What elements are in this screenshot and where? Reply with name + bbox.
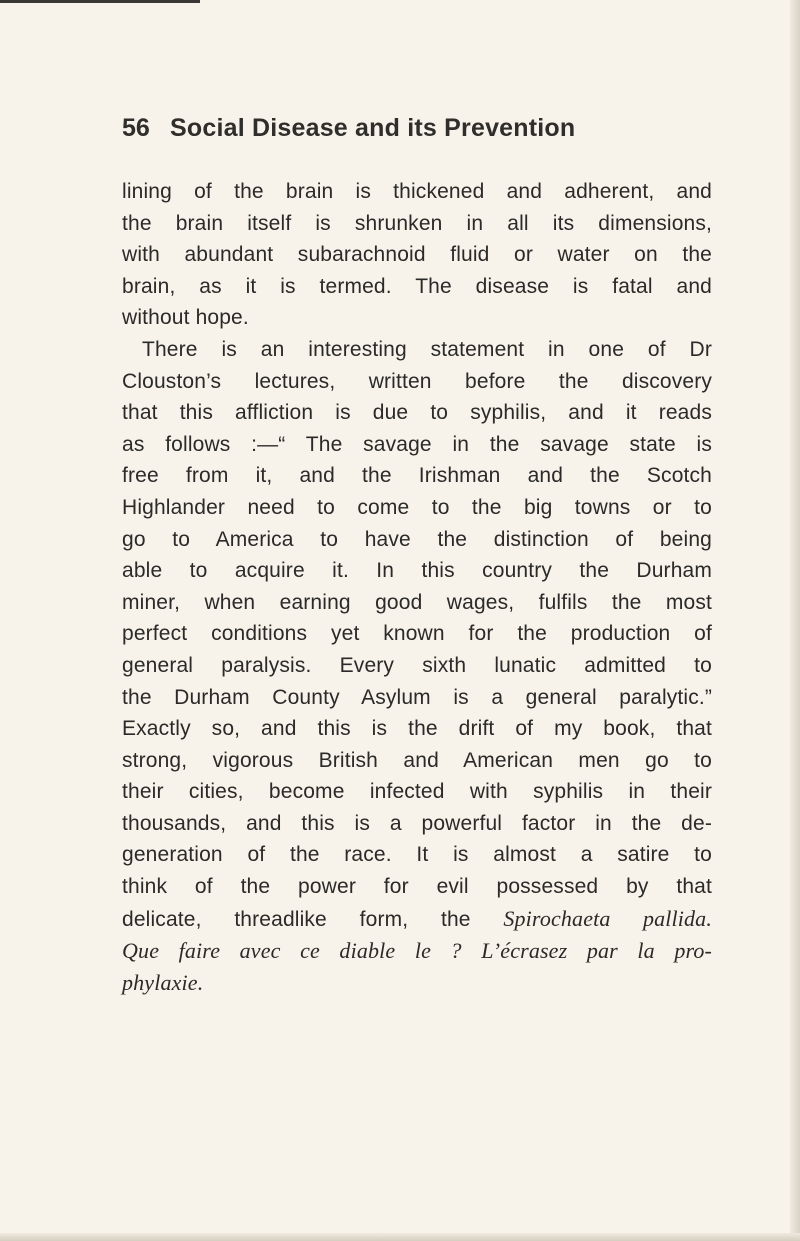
page-number: 56 [122, 114, 150, 142]
running-title: Social Disease and its Prevention [170, 114, 576, 142]
text-line: miner, when earning good wages, fulfils the most [122, 590, 712, 614]
text-line: the brain itself is shrunken in all its dimensions, [122, 211, 712, 235]
page-bottom-edge [0, 1233, 800, 1241]
text-line-italic: phylaxie. [122, 969, 204, 995]
text-line-plain: delicate, threadlike form, the [122, 907, 504, 931]
text-line: their cities, become infected with syphilis in their [122, 780, 712, 804]
text-line: thousands, and this is a powerful factor in the de- [122, 811, 712, 835]
text-line: general paralysis. Every sixth lunatic admitted to [122, 653, 712, 677]
top-rule [0, 0, 200, 3]
text-line [122, 903, 712, 936]
text-line-italic: Que faire avec ce diable le ? L’écrasez par la pro- [122, 938, 712, 964]
text-line: free from it, and the Irishman and the Scotch [122, 464, 712, 488]
text-line: go to America to have the distinction of being [122, 527, 712, 551]
text-line: that this affliction is due to syphilis, and it reads [122, 401, 712, 425]
text-line: lining of the brain is thickened and adherent, and [122, 180, 712, 203]
text-line: There is an interesting statement in one of Dr [142, 337, 712, 361]
text-line: with abundant subarachnoid fluid or water on the [122, 243, 712, 267]
page-header [122, 114, 712, 160]
text-line: perfect conditions yet known for the production of [122, 622, 712, 646]
text-line: Exactly so, and this is the drift of my book, that [122, 717, 712, 741]
book-page [122, 114, 712, 998]
body-text [122, 176, 712, 998]
text-line: brain, as it is termed. The disease is fatal and [122, 274, 712, 298]
text-line: the Durham County Asylum is a general paralytic.” [122, 685, 712, 709]
text-line: think of the power for evil possessed by that [122, 875, 712, 899]
text-line: Clouston’s lectures, written before the discovery [122, 369, 712, 393]
text-line: Highlander need to come to the big towns or to [122, 495, 712, 519]
text-line: strong, vigorous British and American men go to [122, 748, 712, 772]
text-line: able to acquire it. In this country the Durham [122, 559, 712, 583]
text-line: without hope. [122, 306, 249, 330]
page-right-edge [790, 0, 800, 1241]
text-line-italic: Spirochaeta pallida. [503, 905, 712, 931]
text-line: as follows :—“ The savage in the savage state is [122, 432, 712, 456]
text-line: generation of the race. It is almost a satire to [122, 843, 712, 867]
